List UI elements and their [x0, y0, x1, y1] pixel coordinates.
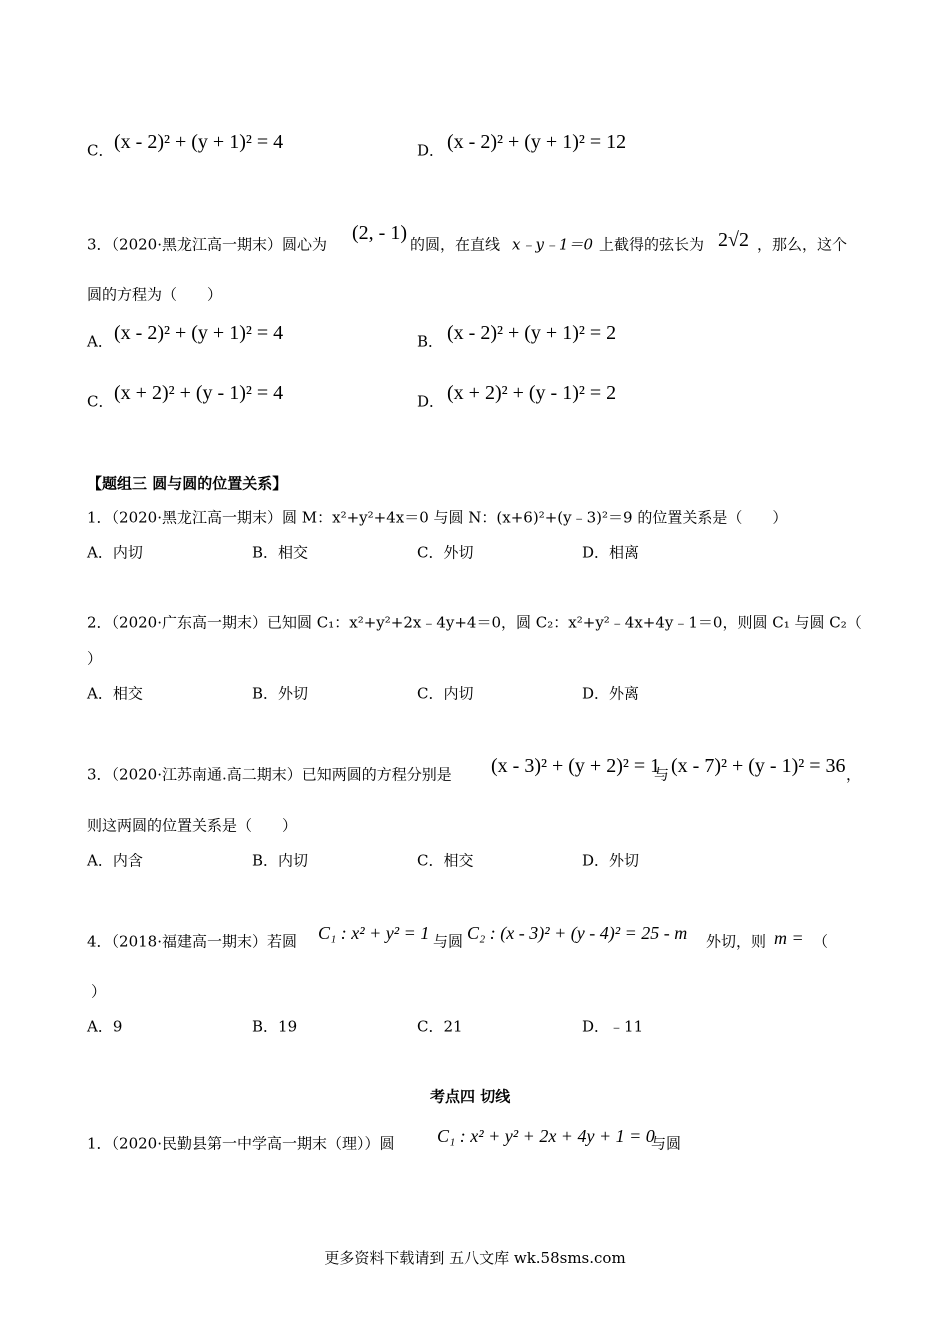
question-stem: （ [813, 932, 829, 951]
question-math: (x - 7)² + (y - 1)² = 36 [671, 755, 846, 777]
question-stem: 1．（2020·黑龙江高一期末）圆 M：x²+y²+4x＝0 与圆 N：(x+6)²+(y﹣3)²＝9 的位置关系是（ ） [87, 508, 788, 527]
question-math: C₂ : (x - 3)² + (y - 4)² = 25 - m [467, 923, 688, 943]
option-math: (x + 2)² + (y - 1)² = 4 [114, 382, 284, 404]
option-a: A．相交 [87, 684, 143, 703]
option-label: D． [417, 141, 445, 160]
question-stem: 1．（2020·民勤县第一中学高一期末（理））圆 [87, 1134, 395, 1153]
option-d: D．外离 [582, 684, 640, 703]
question-math: m = [774, 928, 804, 948]
question-stem: 圆的方程为（ ） [87, 285, 223, 304]
question-stem: 外切，则 [706, 932, 767, 951]
option-math: (x - 2)² + (y + 1)² = 4 [114, 322, 284, 344]
option-math: (x - 2)² + (y + 1)² = 4 [114, 131, 284, 153]
question-stem: 的圆，在直线 [410, 235, 501, 254]
question-stem: 与 [654, 765, 670, 784]
option-math: (x - 2)² + (y + 1)² = 2 [447, 322, 617, 344]
question-stem: ） [91, 982, 107, 1001]
option-c: C．内切 [417, 684, 474, 703]
option-b: B．19 [252, 1017, 298, 1036]
question-math: (2, - 1) [352, 222, 407, 244]
option-c: C．相交 [417, 851, 474, 870]
section-heading: 【题组三 圆与圆的位置关系】 [87, 474, 288, 493]
question-math: C₁ : x² + y² + 2x + 4y + 1 = 0 [437, 1126, 655, 1146]
option-math: (x + 2)² + (y - 1)² = 2 [447, 382, 617, 404]
question-stem: ， [846, 765, 862, 784]
question-stem: 与圆 [651, 1134, 682, 1153]
question-math: x﹣y﹣1＝0 [512, 235, 594, 254]
option-label: C． [87, 392, 114, 411]
question-stem: 3．（2020·江苏南通.高二期末）已知两圆的方程分别是 [87, 765, 452, 784]
question-math: (x - 3)² + (y + 2)² = 1 [491, 755, 661, 777]
question-stem: ，那么，这个 [757, 235, 848, 254]
option-label: D． [417, 392, 445, 411]
question-math: C₁ : x² + y² = 1 [318, 923, 430, 943]
question-stem: 与圆 [433, 932, 464, 951]
option-d: D．﹣11 [582, 1017, 644, 1036]
option-b: B．内切 [252, 851, 309, 870]
question-stem: 上截得的弦长为 [599, 235, 705, 254]
option-a: A．9 [87, 1017, 123, 1036]
option-c: C．外切 [417, 543, 474, 562]
option-math: (x - 2)² + (y + 1)² = 12 [447, 131, 627, 153]
question-stem: 2．（2020·广东高一期末）已知圆 C₁：x²+y²+2x﹣4y+4＝0，圆 C₂：x²+y²﹣4x+4y﹣1＝0，则圆 C₁ 与圆 C₂（ [87, 613, 862, 632]
question-stem: 3．（2020·黑龙江高一期末）圆心为 [87, 235, 327, 254]
page-footer: 更多资料下载请到 五八文库 wk.58sms.com [324, 1249, 626, 1267]
option-label: B． [417, 332, 444, 351]
option-a: A．内切 [87, 543, 143, 562]
question-stem: 4．（2018·福建高一期末）若圆 [87, 932, 297, 951]
option-label: A． [87, 332, 113, 351]
option-d: D．相离 [582, 543, 640, 562]
section-heading: 考点四 切线 [430, 1087, 511, 1106]
option-b: B．外切 [252, 684, 309, 703]
option-c: C．21 [417, 1017, 463, 1036]
question-stem: ） [87, 649, 103, 668]
option-label: C． [87, 141, 114, 160]
option-b: B．相交 [252, 543, 309, 562]
option-a: A．内含 [87, 851, 143, 870]
question-math: 2√2 [718, 229, 749, 251]
option-d: D．外切 [582, 851, 640, 870]
question-stem: 则这两圆的位置关系是（ ） [87, 816, 298, 835]
